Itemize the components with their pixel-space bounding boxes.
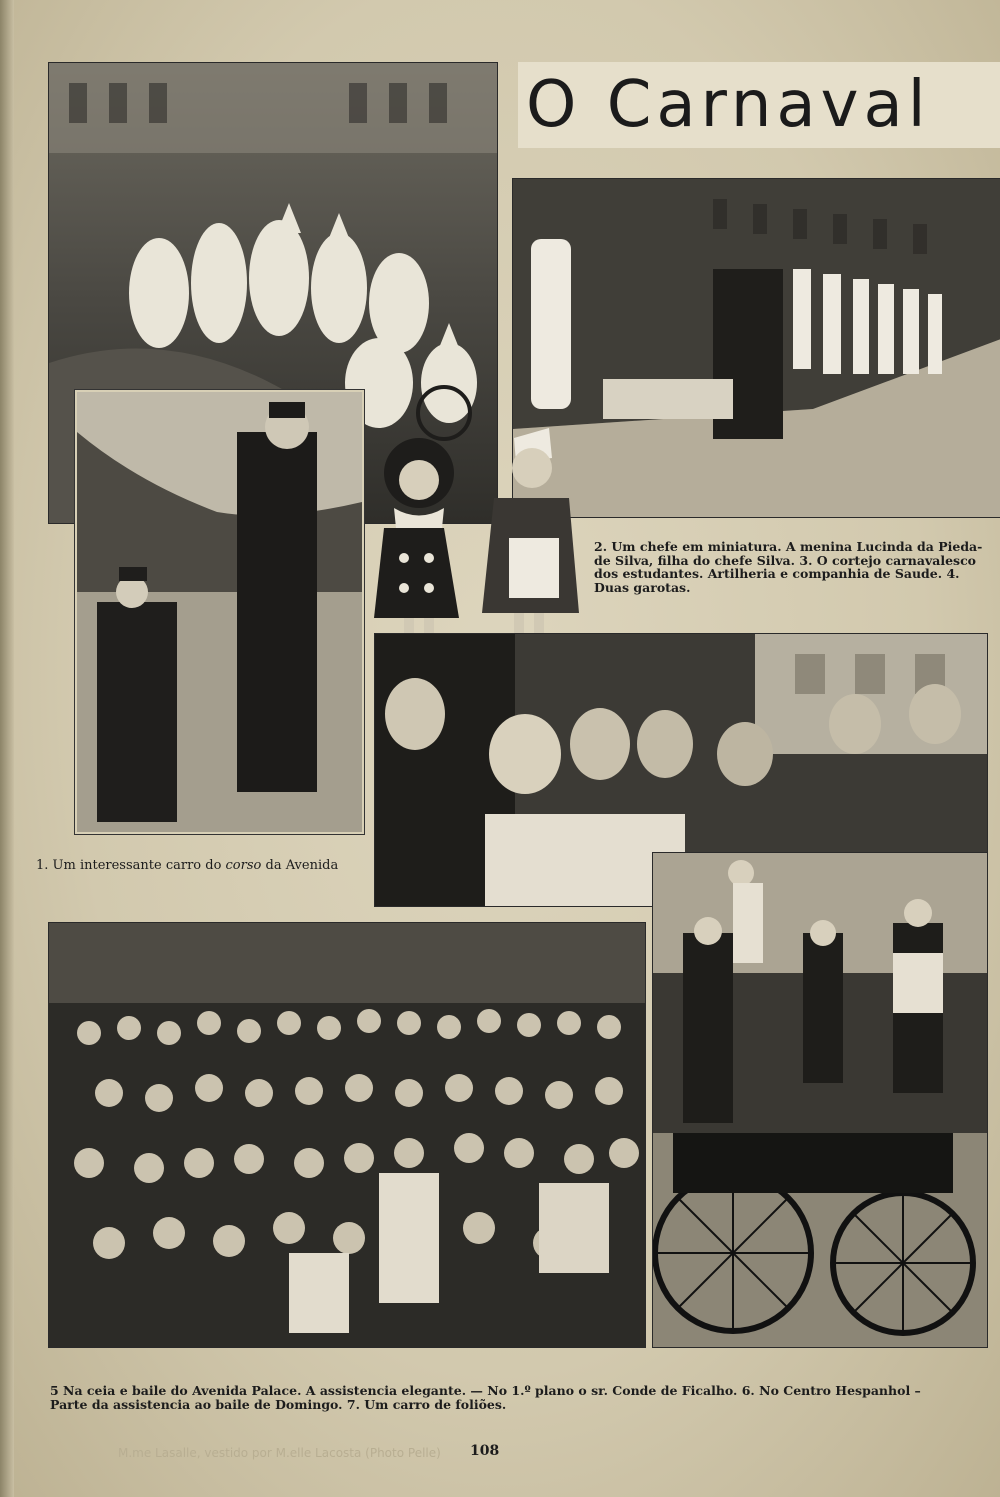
caption-photos-2-4: 2. Um chefe em miniatura. A menina Lucinda da Pieda- de Silva, filha do chefe Silva. 3. O cortejo carnavalesco dos estudantes. Artilheria e companhia de Saude. 4. Duas garotas. bbox=[594, 539, 983, 595]
caption-photos-5-7: 5 Na ceia e baile do Avenida Palace. A assistencia elegante. — No 1.º plano o sr. Conde de Ficalho. 6. No Centro Hespanhol – Parte da assistencia ao baile de Domingo. 7. Um carro de foliões. bbox=[50, 1383, 921, 1412]
photo-7-revellers-carriage bbox=[652, 852, 988, 1348]
caption-1-italic: corso bbox=[225, 858, 262, 873]
photo-4-two-girls bbox=[374, 418, 584, 668]
caption-1-prefix: 1. Um interessante carro do bbox=[36, 858, 226, 873]
photo-3-student-procession bbox=[512, 178, 1000, 518]
page-title: O Carnaval bbox=[518, 62, 1000, 148]
caption-1-suffix: da Avenida bbox=[261, 858, 339, 873]
page-number: 108 bbox=[470, 1443, 500, 1459]
photo-2-chief-in-miniature bbox=[75, 390, 364, 834]
caption-photo-1 bbox=[36, 858, 338, 873]
bleed-through-text: M.me Lasalle, vestido por M.elle Lacosta (Photo Pelle) bbox=[118, 1446, 441, 1460]
page-spine bbox=[0, 0, 14, 1497]
photo-6-centro-hespanhol-ball bbox=[48, 922, 646, 1348]
